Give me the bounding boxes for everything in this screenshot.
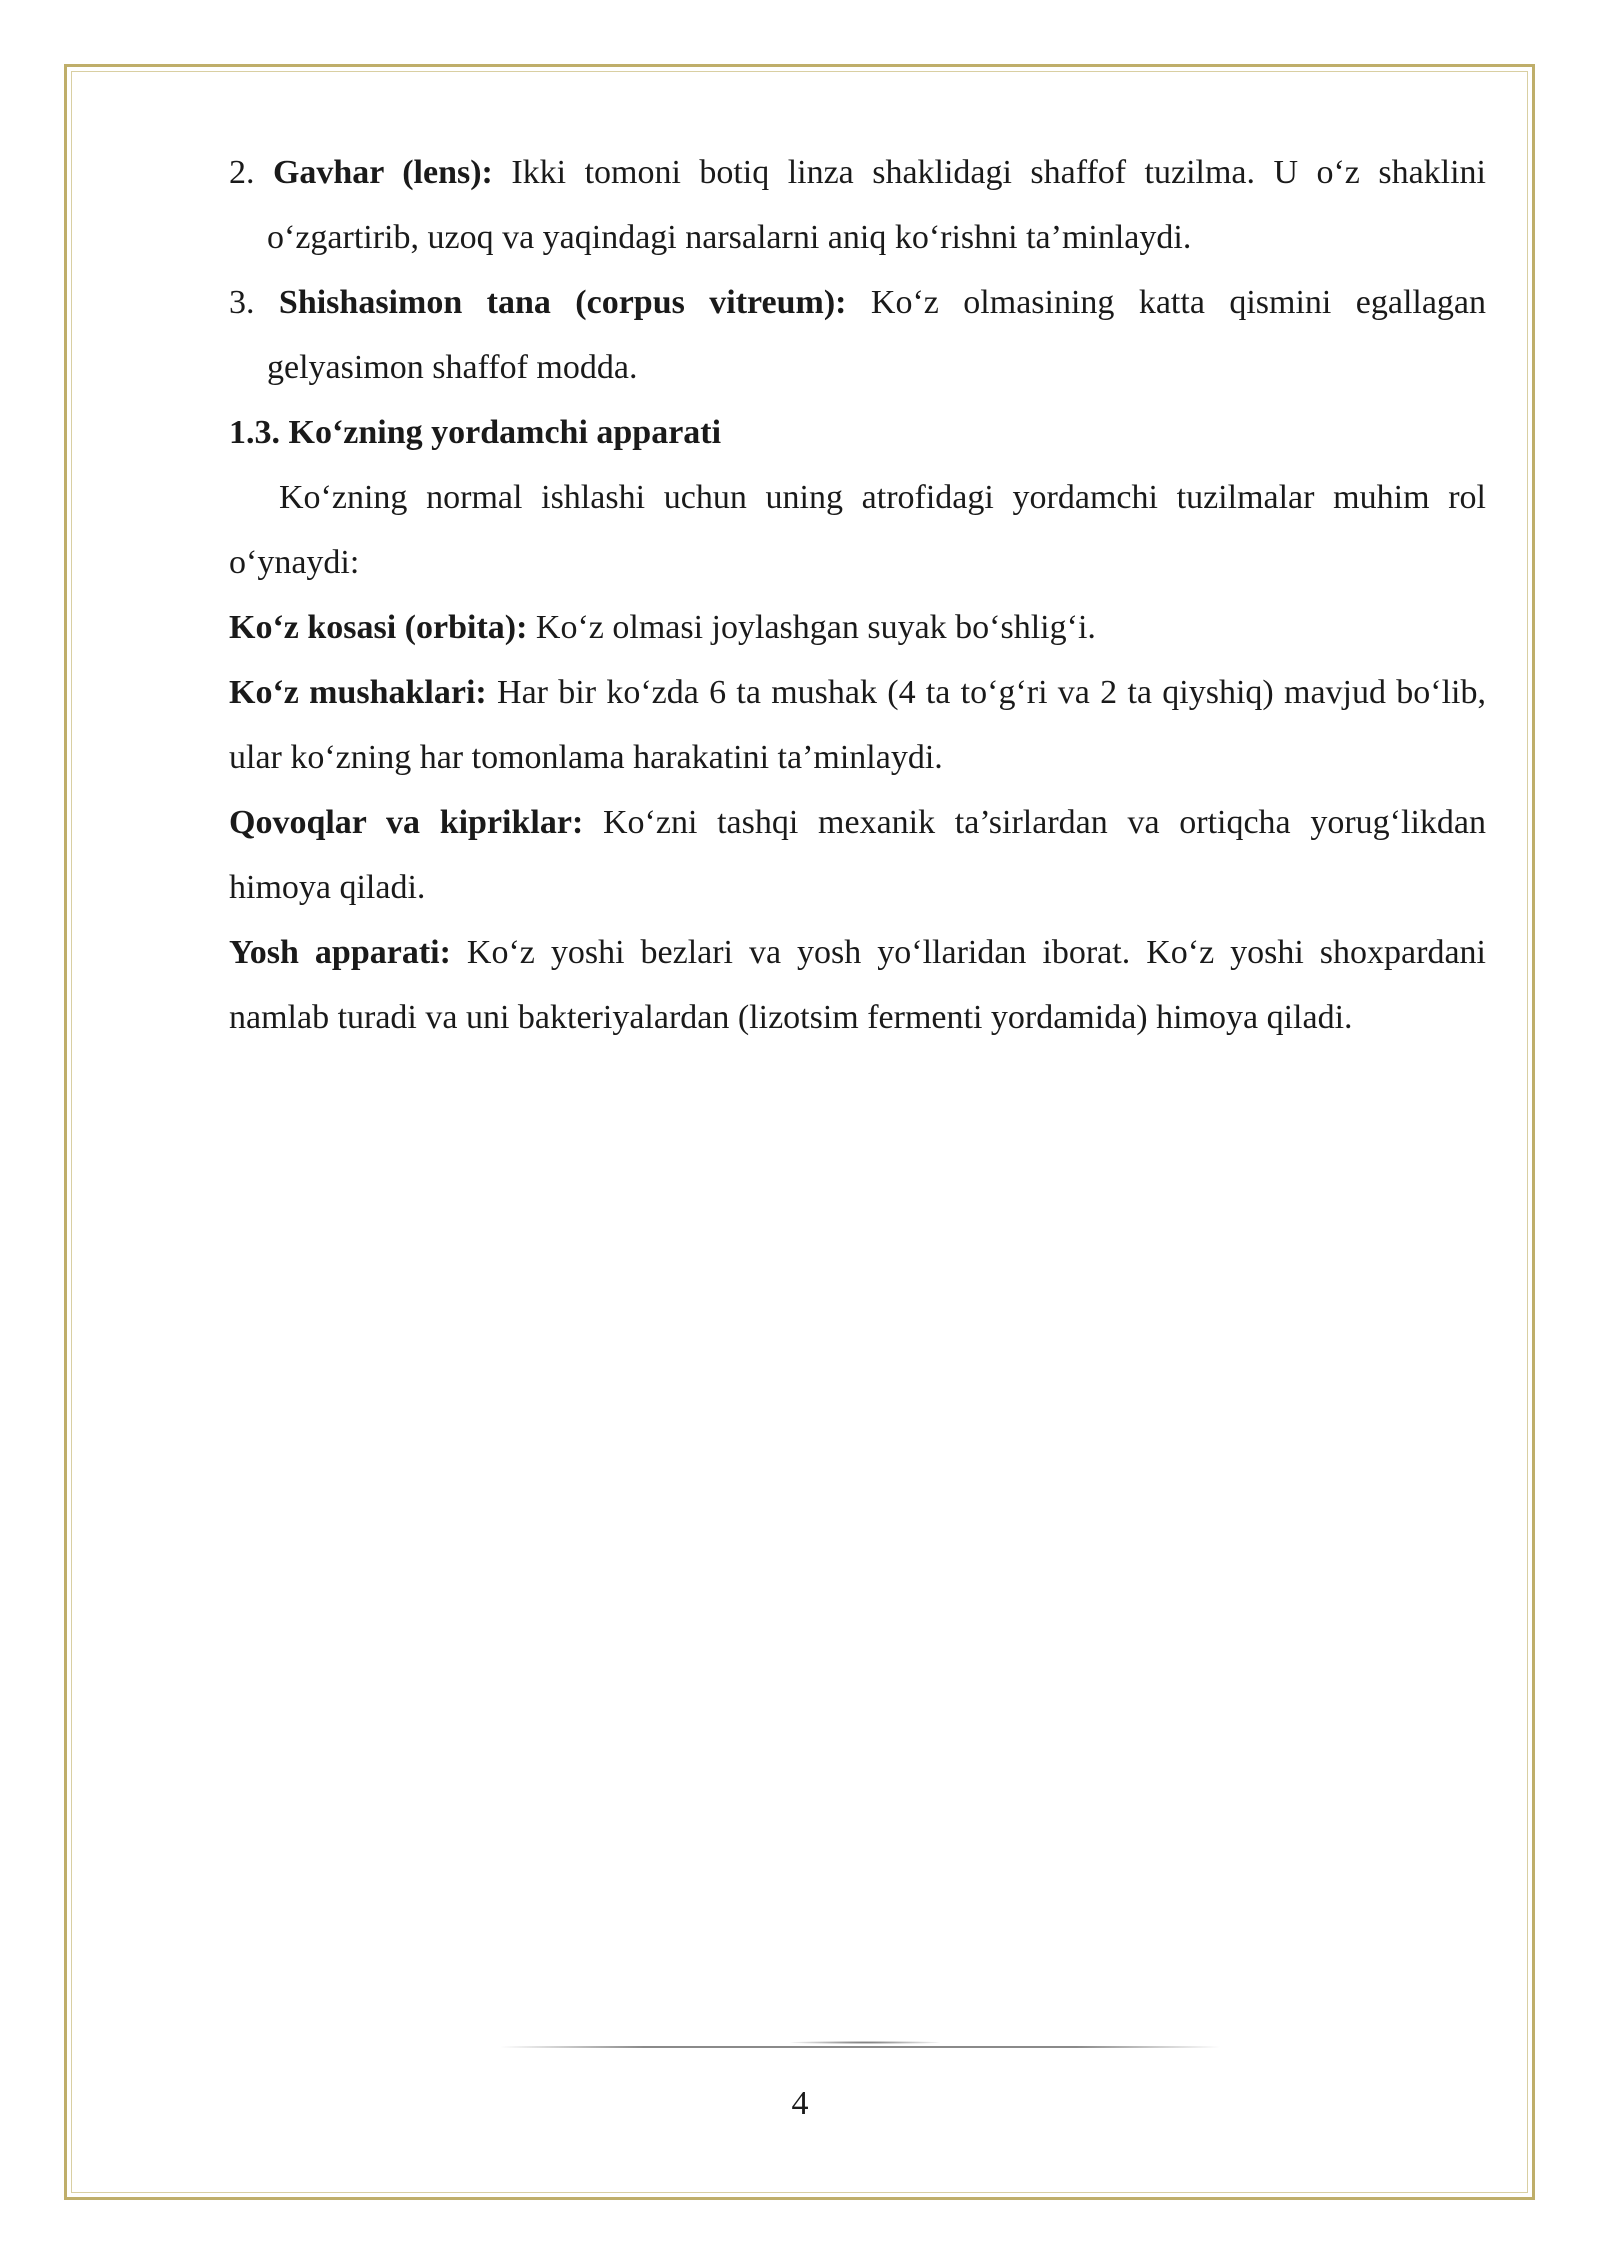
- page-number: 4: [791, 2085, 809, 2122]
- definition-text: Ko‘z yoshi bezlari va yosh yo‘llaridan iborat. Ko‘z yoshi shoxpardani namlab turadi va uni bakteriyalardan (lizotsim fermenti yordamida) himoya qiladi.: [229, 934, 1486, 1036]
- definition-text: Ko‘zni tashqi mexanik ta’sirlardan va ortiqcha yorug‘likdan himoya qiladi.: [229, 804, 1486, 906]
- definition-text: Har bir ko‘zda 6 ta mushak (4 ta to‘g‘ri va 2 ta qiyshiq) mavjud bo‘lib, ular ko‘zning har tomonlama harakatini ta’minlaydi.: [229, 674, 1486, 776]
- definition-term: Ko‘z kosasi (orbita):: [229, 609, 528, 646]
- definition-term: Ko‘z mushaklari:: [229, 674, 487, 711]
- definition-eye-muscles: [229, 660, 1486, 790]
- definition-lacrimal-apparatus: [229, 920, 1486, 1050]
- page-content: [229, 140, 1486, 1050]
- definition-term: Yosh apparati:: [229, 934, 451, 971]
- footer-divider: [500, 2046, 1220, 2048]
- definition-term: Qovoqlar va kipriklar:: [229, 804, 584, 841]
- list-item-text: Ikki tomoni botiq linza shaklidagi shaffof tuzilma. U o‘z shaklini o‘zgartirib, uzoq va yaqindagi narsalarni aniq ko‘rishni ta’minlaydi.: [267, 154, 1486, 256]
- definition-eyelids: [229, 790, 1486, 920]
- list-item-text: Ko‘z olmasining katta qismini egallagan gelyasimon shaffof modda.: [267, 284, 1487, 386]
- definition-text: Ko‘z olmasi joylashgan suyak bo‘shlig‘i.: [535, 609, 1096, 646]
- section-intro: Ko‘zning normal ishlashi uchun uning atrofidagi yordamchi tuzilmalar muhim rol o‘ynaydi:: [229, 479, 1486, 581]
- list-item-number: 3.: [229, 284, 255, 321]
- footer-divider-accent: [790, 2041, 940, 2044]
- list-item-number: 2.: [229, 154, 255, 191]
- list-item-term: Shishasimon tana (corpus vitreum):: [278, 284, 847, 321]
- list-item-lens: [229, 140, 1486, 270]
- section-heading: 1.3. Ko‘zning yordamchi apparati: [229, 414, 722, 451]
- list-item-term: Gavhar (lens):: [272, 154, 493, 191]
- list-item-vitreous: [229, 270, 1486, 400]
- definition-orbit: [229, 595, 1486, 660]
